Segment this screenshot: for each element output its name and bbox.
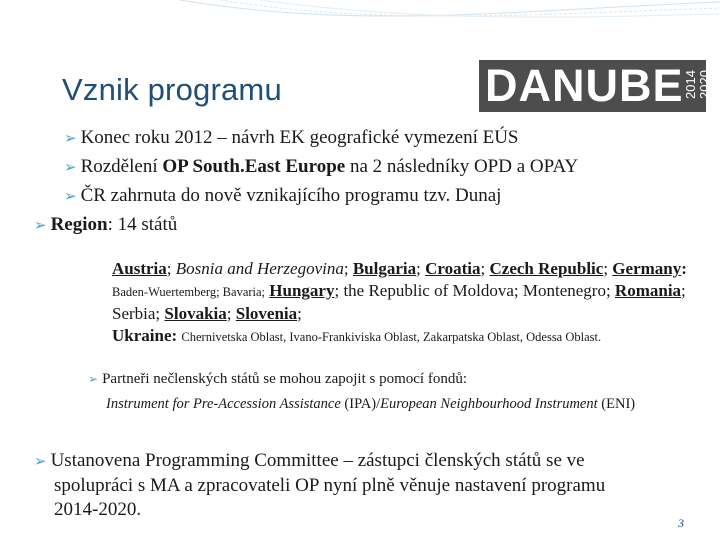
instruments-line: Instrument for Pre-Accession Assistance (IPA)/European Neighbourhood Instrument (ENI) — [106, 396, 636, 412]
bullet-programming-committee: ➢ Ustanovena Programming Committee – zástupci členských států se ve spolupráci s MA a zpracovateli OP nyní plně věnuje nastavení programu 2014-2020. — [34, 450, 606, 520]
header-decoration — [0, 0, 720, 40]
bullet-arrow-icon: ➢ — [64, 131, 77, 147]
logo-year-start: 2014 — [682, 70, 698, 99]
bullet-cr: ➢ ČR zahrnuta do nově vznikajícího programu tzv. Dunaj — [64, 185, 502, 206]
bullet-arrow-icon: ➢ — [88, 372, 99, 386]
bullet-arrow-icon: ➢ — [34, 218, 47, 234]
bullet-arrow-icon: ➢ — [64, 189, 77, 205]
region-country-list: Austria; Bosnia and Herzegovina; Bulgaria; Croatia; Czech Republic; Germany: Baden-Wuertemberg; Bavaria; Hungary; the Republic of Moldova; Montenegro; Romania; Serbia; Slovakia; Slovenia; Ukraine: Chernivetska Oblast, Ivano-Frankiviska Oblast, Zakarpatska Oblast, Odessa Oblast. — [112, 259, 687, 345]
bullet-konec: ➢ Konec roku 2012 – návrh EK geografické vymezení EÚS — [64, 127, 519, 148]
page-number: 3 — [678, 516, 684, 530]
bullet-rozdeleni: ➢ Rozdělení OP South.East Europe na 2 následníky OPD a OPAY — [64, 156, 579, 177]
bullet-region: ➢ Region: 14 států — [34, 214, 178, 235]
logo-year-end: 2020 — [696, 70, 712, 99]
slide-title: Vznik programu — [62, 72, 282, 107]
danube-logo: DANUBE 2014 2020 — [479, 60, 706, 112]
bullet-arrow-icon: ➢ — [34, 454, 47, 470]
bullet-arrow-icon: ➢ — [64, 160, 77, 176]
partners-bullet: ➢ Partneři nečlenských států se mohou zapojit s pomocí fondů: — [88, 371, 467, 387]
